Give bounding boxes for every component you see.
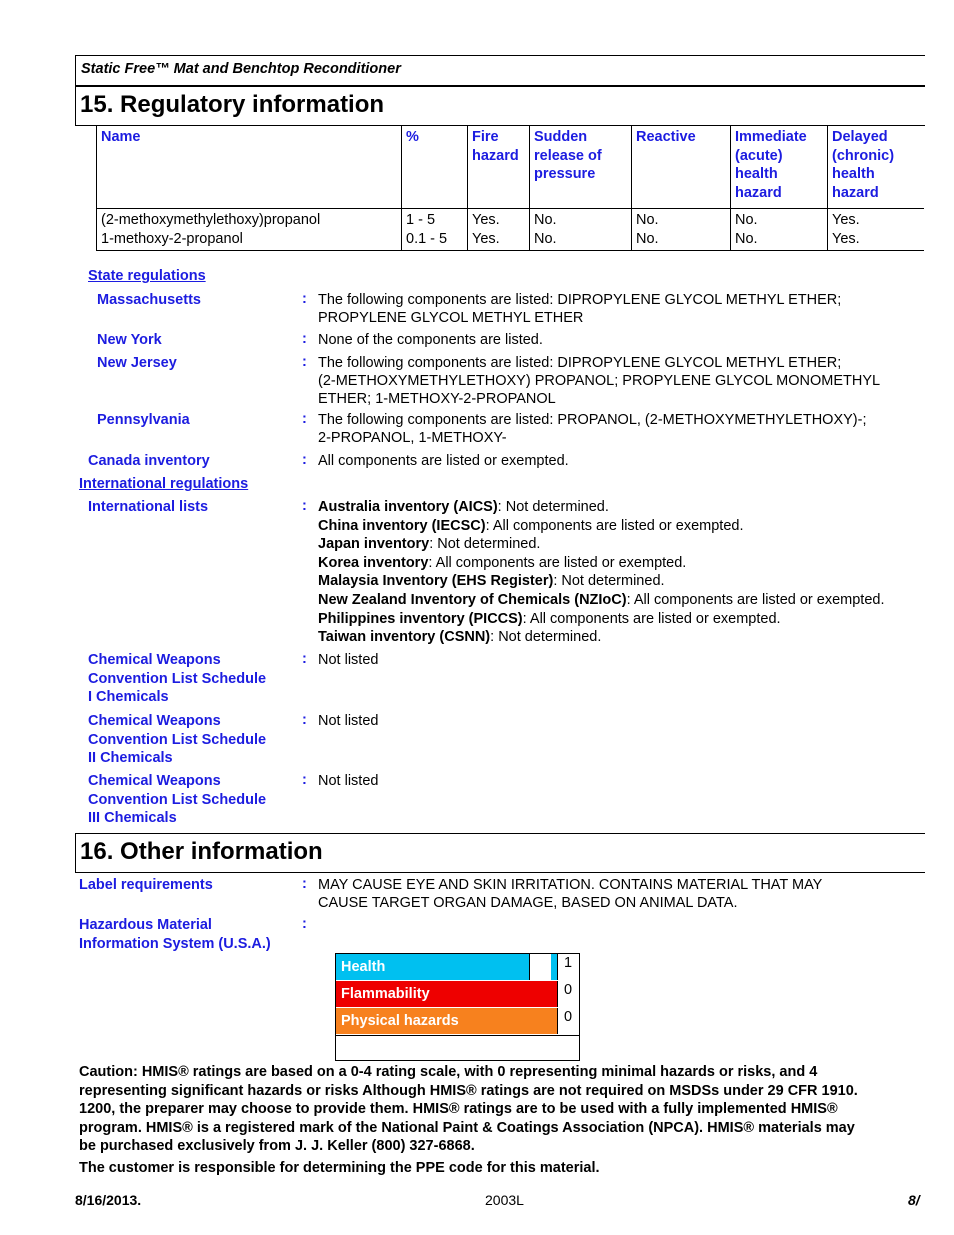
state-regulations-link[interactable]: State regulations bbox=[88, 268, 206, 284]
pennsylvania-text: The following components are listed: PROPANOL, (2-METHOXYMETHYLETHOXY)-; 2-PROPANOL, 1-METHOXY- bbox=[318, 412, 867, 446]
cw-schedule-2-label: Chemical Weapons Convention List Schedule II Chemicals bbox=[88, 713, 267, 766]
cell: 0.1 - 5 bbox=[406, 230, 448, 247]
footer-code: 2003L bbox=[485, 1192, 524, 1208]
cell: 1-methoxy-2-propanol bbox=[101, 230, 243, 247]
list-item: Philippines inventory (PICCS): All components are listed or exempted. bbox=[318, 610, 781, 627]
colon: : bbox=[302, 772, 307, 788]
cell: No. bbox=[534, 230, 557, 247]
cw-schedule-1-text: Not listed bbox=[318, 652, 379, 668]
cell: No. bbox=[636, 230, 659, 247]
list-item: Australia inventory (AICS): Not determined. bbox=[318, 499, 609, 515]
new-jersey-label: New Jersey bbox=[97, 355, 177, 371]
list-item: China inventory (IECSC): All components are listed or exempted. bbox=[318, 517, 744, 534]
hmis-physical-value: 0 bbox=[557, 1008, 578, 1034]
new-york-text: None of the components are listed. bbox=[318, 332, 543, 348]
list-item: New Zealand Inventory of Chemicals (NZIoC): All components are listed or exempted. bbox=[318, 591, 885, 608]
label-requirements-text: MAY CAUSE EYE AND SKIN IRRITATION. CONTAINS MATERIAL THAT MAY CAUSE TARGET ORGAN DAMAGE, BASED ON ANIMAL DATA. bbox=[318, 877, 823, 911]
hmis-physical-bar: Physical hazards bbox=[336, 1008, 557, 1034]
col-reactive: Reactive bbox=[632, 126, 731, 209]
list-item: Malaysia Inventory (EHS Register): Not determined. bbox=[318, 573, 665, 590]
table-header-row bbox=[97, 126, 925, 209]
section-15-title: 15. Regulatory information bbox=[80, 91, 385, 118]
colon: : bbox=[302, 354, 307, 370]
cell: No. bbox=[636, 212, 659, 228]
product-title-bar bbox=[75, 55, 925, 86]
massachusetts-text: The following components are listed: DIPROPYLENE GLYCOL METHYL ETHER; PROPYLENE GLYCOL METHYL ETHER bbox=[318, 292, 842, 326]
international-regulations-link[interactable]: International regulations bbox=[79, 476, 249, 492]
pennsylvania-label: Pennsylvania bbox=[97, 412, 190, 428]
colon: : bbox=[302, 291, 307, 307]
hmis-flammability-bar: Flammability bbox=[336, 981, 557, 1007]
cell: Yes. bbox=[832, 212, 860, 228]
cell: (2-methoxymethylethoxy)propanol bbox=[101, 212, 321, 228]
col-delayed-health: Delayed (chronic) health hazard bbox=[828, 126, 925, 209]
col-percent: % bbox=[402, 126, 468, 209]
hmis-ppe-row bbox=[336, 1035, 579, 1060]
colon: : bbox=[302, 498, 307, 514]
international-lists bbox=[318, 498, 885, 647]
section-16-header bbox=[75, 833, 925, 873]
colon: : bbox=[302, 876, 307, 892]
cell: No. bbox=[735, 230, 758, 247]
list-item: Taiwan inventory (CSNN): Not determined. bbox=[318, 629, 602, 646]
colon: : bbox=[302, 452, 307, 468]
hmis-health-gap bbox=[529, 954, 552, 980]
new-york-label: New York bbox=[97, 332, 162, 348]
cell: Yes. bbox=[472, 212, 500, 228]
table-row bbox=[97, 209, 925, 251]
list-item: Japan inventory: Not determined. bbox=[318, 536, 541, 553]
cell: Yes. bbox=[832, 230, 860, 247]
ppe-note: The customer is responsible for determining the PPE code for this material. bbox=[79, 1160, 600, 1176]
col-immediate-health: Immediate (acute) health hazard bbox=[731, 126, 828, 209]
massachusetts-label: Massachusetts bbox=[97, 292, 201, 308]
col-name: Name bbox=[97, 126, 402, 209]
label-requirements-label: Label requirements bbox=[79, 877, 213, 893]
colon: : bbox=[302, 916, 307, 932]
cw-schedule-3-label: Chemical Weapons Convention List Schedule III Chemicals bbox=[88, 773, 267, 826]
hmis-rating-box bbox=[335, 953, 580, 1061]
colon: : bbox=[302, 411, 307, 427]
hmis-health-bar: Health bbox=[336, 954, 557, 980]
col-fire-hazard: Fire hazard bbox=[468, 126, 530, 209]
col-sudden-release: Sudden release of pressure bbox=[530, 126, 632, 209]
section-15-header bbox=[75, 86, 925, 126]
new-jersey-text: The following components are listed: DIPROPYLENE GLYCOL METHYL ETHER; (2-METHOXYMETHYLETHOXY) PROPANOL; PROPYLENE GLYCOL MONOMETHYL ETHER; 1-METHOXY-2-PROPANOL bbox=[318, 355, 881, 407]
regulatory-table bbox=[96, 125, 924, 251]
colon: : bbox=[302, 651, 307, 667]
footer-page-number: 8/ bbox=[908, 1192, 920, 1208]
hmis-health-value: 1 bbox=[557, 954, 578, 980]
cw-schedule-3-text: Not listed bbox=[318, 773, 379, 789]
cw-schedule-1-label: Chemical Weapons Convention List Schedule I Chemicals bbox=[88, 652, 267, 705]
international-lists-label: International lists bbox=[88, 499, 209, 515]
footer-date: 8/16/2013. bbox=[75, 1192, 142, 1208]
hmis-label: Hazardous Material Information System (U.S.A.) bbox=[79, 917, 271, 952]
product-title: Static Free™ Mat and Benchtop Reconditioner bbox=[81, 61, 401, 77]
cell: No. bbox=[735, 212, 758, 228]
colon: : bbox=[302, 712, 307, 728]
cw-schedule-2-text: Not listed bbox=[318, 713, 379, 729]
section-16-title: 16. Other information bbox=[80, 838, 323, 865]
canada-inventory-text: All components are listed or exempted. bbox=[318, 453, 569, 469]
cell: Yes. bbox=[472, 230, 500, 247]
list-item: Korea inventory: All components are listed or exempted. bbox=[318, 554, 687, 571]
cell: No. bbox=[534, 212, 557, 228]
cell: 1 - 5 bbox=[406, 212, 436, 228]
hmis-caution-note: Caution: HMIS® ratings are based on a 0-4 rating scale, with 0 representing minimal hazards or risks, and 4 representing significant hazards or risks Although HMIS® ratings are not required on MSDSs under 29 CFR 1910. 1200, the preparer may choose to provide them. HMIS® ratings are to be used with a fully implemented HMIS® program. HMIS® is a registered mark of the National Paint & Coatings Association (NPCA). HMIS® materials may be purchased exclusively from J. J. Keller (800) 327-6868. bbox=[79, 1064, 858, 1155]
canada-inventory-label: Canada inventory bbox=[88, 453, 210, 469]
colon: : bbox=[302, 331, 307, 347]
hmis-flammability-value: 0 bbox=[557, 981, 578, 1007]
